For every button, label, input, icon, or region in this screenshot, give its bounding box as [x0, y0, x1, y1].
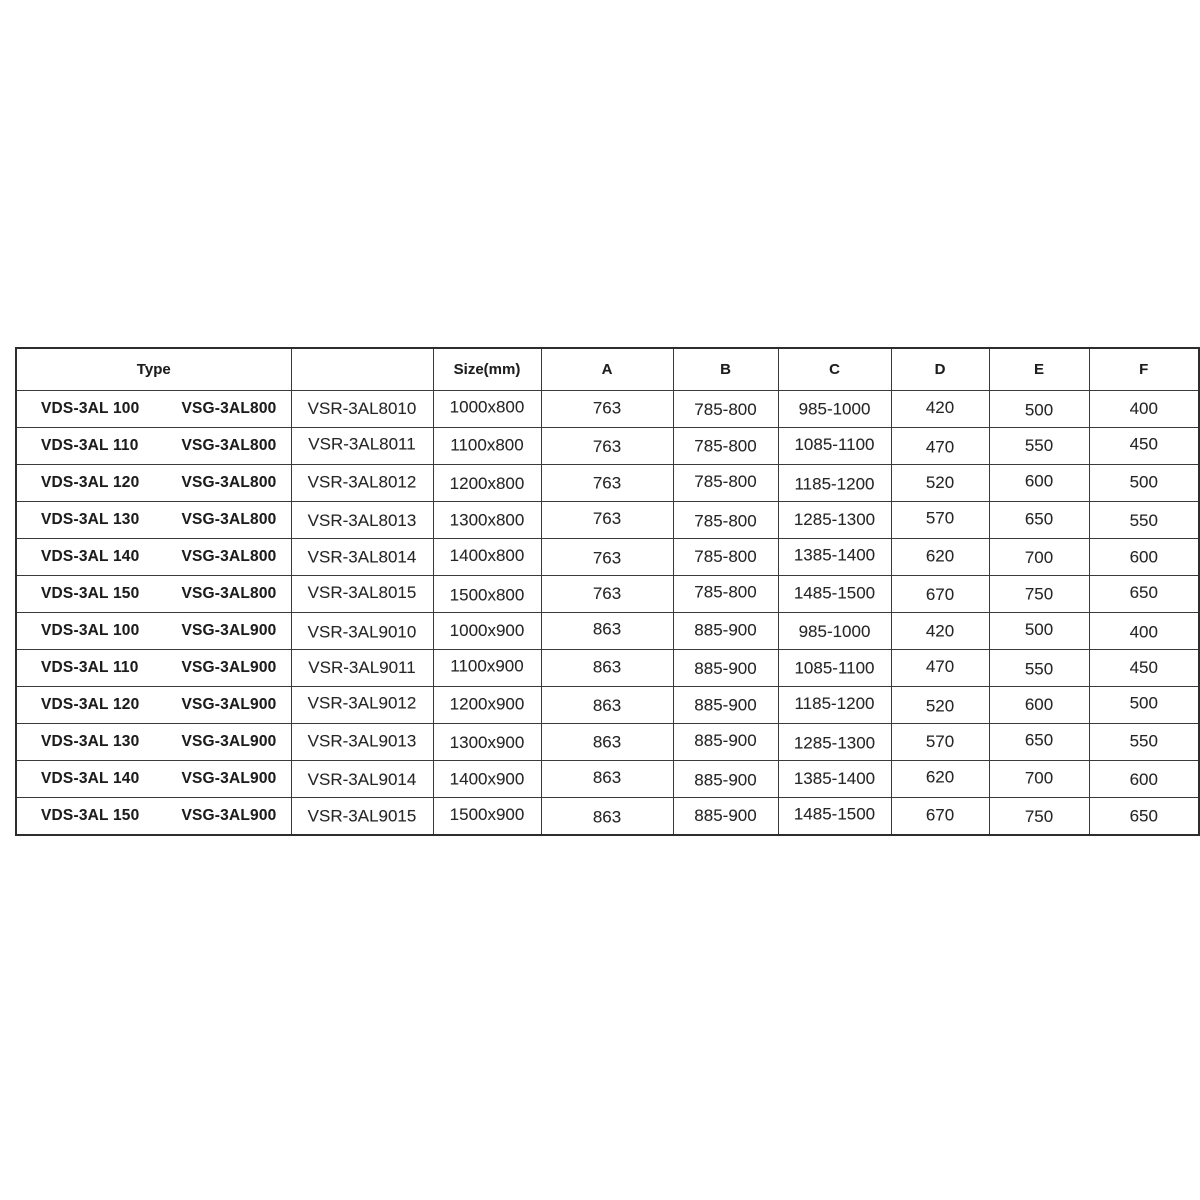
cell-type [16, 724, 291, 761]
cell-f [1089, 761, 1199, 798]
cell-text: VSR-3AL9015 [307, 806, 417, 826]
cell-a [541, 391, 673, 428]
cell-f [1089, 687, 1199, 724]
cell-a [541, 539, 673, 576]
cell-text: 1000x900 [449, 621, 525, 640]
cell-d [891, 613, 989, 650]
cell-d [891, 650, 989, 687]
cell-text: 1385-1400 [793, 769, 876, 788]
type-vsg: VSG-3AL800 [181, 400, 277, 417]
cell-d [891, 798, 989, 836]
cell-f [1089, 576, 1199, 613]
cell-text: 863 [592, 732, 622, 752]
header-c: C [778, 348, 891, 391]
cell-f [1089, 650, 1199, 687]
cell-size [433, 502, 541, 539]
cell-b [673, 724, 778, 761]
cell-b [673, 391, 778, 428]
cell-text: 650 [1129, 806, 1158, 826]
cell-text: 1485-1500 [793, 804, 876, 824]
cell-c [778, 687, 891, 724]
header-a: A [541, 348, 673, 391]
cell-d [891, 502, 989, 539]
cell-text: 985-1000 [798, 399, 871, 419]
cell-a [541, 465, 673, 502]
cell-text: 750 [1024, 807, 1054, 826]
cell-code [291, 613, 433, 650]
cell-b [673, 798, 778, 836]
cell-c [778, 391, 891, 428]
cell-type [16, 613, 291, 650]
table-row [16, 761, 1199, 798]
cell-d [891, 687, 989, 724]
cell-text: 1400x900 [449, 769, 525, 789]
cell-text: 885-900 [694, 659, 757, 678]
cell-text: 500 [1024, 400, 1054, 420]
cell-text: 570 [925, 732, 955, 751]
cell-text: VSR-3AL8015 [307, 583, 417, 602]
cell-d [891, 465, 989, 502]
cell-text: 650 [1129, 583, 1158, 602]
cell-type [16, 576, 291, 613]
type-pair [17, 400, 291, 418]
table-row [16, 502, 1199, 539]
cell-text: 620 [925, 546, 955, 566]
cell-a [541, 502, 673, 539]
cell-b [673, 576, 778, 613]
cell-a [541, 724, 673, 761]
cell-text: 500 [1024, 620, 1054, 639]
cell-code [291, 761, 433, 798]
type-vsg: VSG-3AL800 [181, 474, 277, 491]
cell-text: 1085-1100 [794, 658, 875, 678]
cell-type [16, 465, 291, 502]
cell-a [541, 687, 673, 724]
cell-text: 470 [925, 437, 955, 457]
cell-d [891, 428, 989, 465]
cell-text: VSR-3AL9014 [307, 770, 417, 789]
cell-text: 500 [1129, 472, 1158, 492]
cell-c [778, 724, 891, 761]
cell-text: 1185-1200 [794, 474, 875, 494]
cell-text: 750 [1024, 584, 1054, 604]
cell-text: 863 [592, 619, 622, 639]
cell-text: 470 [925, 657, 955, 676]
cell-text: 400 [1129, 622, 1158, 642]
cell-text: 650 [1024, 730, 1054, 750]
cell-code [291, 391, 433, 428]
cell-text: VSR-3AL9011 [308, 658, 416, 677]
cell-text: 785-800 [694, 472, 757, 491]
type-vds: VDS-3AL 100 [41, 400, 140, 417]
cell-text: 1100x800 [450, 435, 524, 455]
header-type: Type [16, 348, 291, 391]
type-vds: VDS-3AL 130 [41, 733, 140, 750]
cell-c [778, 576, 891, 613]
cell-d [891, 761, 989, 798]
cell-text: 1500x900 [449, 805, 525, 824]
cell-type [16, 391, 291, 428]
type-vsg: VSG-3AL900 [181, 696, 277, 713]
type-pair [17, 770, 291, 788]
cell-d [891, 576, 989, 613]
cell-code [291, 428, 433, 465]
cell-d [891, 724, 989, 761]
cell-text: 650 [1024, 509, 1054, 529]
cell-text: 785-800 [694, 582, 757, 602]
cell-size [433, 576, 541, 613]
cell-f [1089, 502, 1199, 539]
type-pair [17, 511, 291, 529]
cell-b [673, 687, 778, 724]
cell-text: 550 [1024, 659, 1054, 679]
cell-text: 785-800 [694, 400, 757, 419]
cell-text: VSR-3AL8012 [307, 472, 417, 492]
cell-code [291, 502, 433, 539]
type-vsg: VSG-3AL900 [181, 659, 277, 676]
cell-text: VSR-3AL8010 [307, 399, 417, 418]
type-pair [17, 733, 291, 751]
cell-c [778, 539, 891, 576]
type-vsg: VSG-3AL900 [181, 770, 277, 787]
cell-text: 1300x800 [449, 510, 525, 530]
cell-text: 400 [1129, 399, 1158, 418]
type-vsg: VSG-3AL900 [181, 733, 277, 750]
cell-text: 520 [925, 473, 955, 492]
type-vds: VDS-3AL 120 [41, 696, 140, 713]
cell-code [291, 576, 433, 613]
table-row [16, 613, 1199, 650]
cell-text: 763 [592, 398, 622, 418]
type-pair [17, 807, 291, 825]
cell-size [433, 465, 541, 502]
cell-b [673, 465, 778, 502]
cell-e [989, 798, 1089, 836]
cell-size [433, 613, 541, 650]
cell-e [989, 465, 1089, 502]
cell-a [541, 798, 673, 836]
type-vds: VDS-3AL 150 [41, 585, 140, 602]
cell-type [16, 761, 291, 798]
cell-text: 1400x800 [449, 546, 525, 565]
cell-text: 763 [592, 509, 622, 528]
cell-f [1089, 539, 1199, 576]
cell-text: 863 [592, 807, 622, 827]
cell-type [16, 798, 291, 836]
cell-text: 550 [1024, 436, 1054, 455]
cell-text: 600 [1129, 547, 1158, 567]
cell-b [673, 428, 778, 465]
type-vds: VDS-3AL 100 [41, 622, 140, 639]
type-vds: VDS-3AL 140 [41, 548, 140, 565]
table-row [16, 650, 1199, 687]
cell-text: 670 [925, 585, 955, 604]
cell-d [891, 391, 989, 428]
table-row [16, 428, 1199, 465]
table-row [16, 798, 1199, 836]
cell-text: VSR-3AL9010 [307, 622, 417, 642]
cell-text: 600 [1024, 471, 1054, 491]
type-pair [17, 585, 291, 603]
cell-text: 670 [925, 805, 955, 825]
cell-text: 500 [1129, 693, 1158, 713]
cell-text: 1300x900 [449, 733, 525, 752]
cell-text: 863 [592, 657, 622, 677]
cell-text: 420 [925, 621, 955, 641]
cell-text: 1285-1300 [793, 733, 876, 753]
cell-c [778, 650, 891, 687]
type-vsg: VSG-3AL900 [181, 622, 277, 639]
type-vds: VDS-3AL 110 [41, 659, 139, 676]
cell-text: 600 [1024, 695, 1054, 714]
cell-e [989, 687, 1089, 724]
cell-a [541, 761, 673, 798]
cell-type [16, 650, 291, 687]
cell-text: 763 [592, 473, 622, 493]
cell-text: 985-1000 [798, 622, 871, 641]
cell-text: 885-900 [694, 770, 757, 790]
header-code [291, 348, 433, 391]
cell-code [291, 465, 433, 502]
cell-text: VSR-3AL8011 [308, 434, 416, 454]
cell-text: 600 [1129, 770, 1158, 789]
cell-text: 1385-1400 [793, 545, 876, 565]
cell-text: 885-900 [694, 695, 757, 715]
cell-b [673, 761, 778, 798]
cell-type [16, 502, 291, 539]
cell-f [1089, 798, 1199, 836]
cell-a [541, 428, 673, 465]
type-pair [17, 622, 291, 640]
cell-text: 785-800 [694, 547, 757, 566]
cell-f [1089, 391, 1199, 428]
cell-f [1089, 428, 1199, 465]
cell-size [433, 428, 541, 465]
cell-f [1089, 724, 1199, 761]
cell-text: 450 [1129, 658, 1158, 677]
cell-e [989, 761, 1089, 798]
cell-b [673, 650, 778, 687]
cell-text: 700 [1024, 768, 1054, 788]
cell-size [433, 539, 541, 576]
type-vsg: VSG-3AL900 [181, 807, 277, 824]
cell-a [541, 650, 673, 687]
cell-text: 1085-1100 [794, 435, 875, 454]
table-row [16, 391, 1199, 428]
header-f: F [1089, 348, 1199, 391]
type-pair [17, 474, 291, 492]
cell-text: 885-900 [694, 620, 757, 640]
type-vsg: VSG-3AL800 [181, 437, 277, 454]
cell-text: 700 [1024, 548, 1054, 567]
cell-c [778, 465, 891, 502]
type-pair [17, 437, 291, 455]
cell-text: 420 [925, 398, 955, 417]
cell-text: VSR-3AL8013 [307, 511, 417, 530]
table-row [16, 539, 1199, 576]
type-vsg: VSG-3AL800 [181, 511, 277, 528]
cell-text: 863 [592, 696, 622, 715]
table-row [16, 465, 1199, 502]
cell-text: 1100x900 [450, 656, 524, 676]
cell-text: 863 [592, 768, 622, 787]
cell-e [989, 428, 1089, 465]
cell-text: VSR-3AL9012 [307, 693, 417, 713]
cell-e [989, 650, 1089, 687]
cell-text: 620 [925, 767, 955, 787]
cell-c [778, 761, 891, 798]
type-pair [17, 548, 291, 566]
cell-b [673, 613, 778, 650]
cell-text: 520 [925, 696, 955, 716]
cell-text: 763 [592, 437, 622, 456]
type-vds: VDS-3AL 140 [41, 770, 140, 787]
table-row [16, 576, 1199, 613]
cell-text: 1200x800 [449, 474, 525, 493]
cell-text: VSR-3AL9013 [307, 731, 417, 751]
cell-c [778, 798, 891, 836]
header-d: D [891, 348, 989, 391]
cell-size [433, 798, 541, 836]
cell-size [433, 687, 541, 724]
cell-size [433, 761, 541, 798]
cell-size [433, 650, 541, 687]
cell-text: 1185-1200 [794, 694, 875, 713]
cell-text: 450 [1129, 434, 1158, 454]
cell-text: 570 [925, 508, 955, 528]
header-b: B [673, 348, 778, 391]
cell-code [291, 798, 433, 836]
cell-code [291, 539, 433, 576]
type-vds: VDS-3AL 110 [41, 437, 139, 454]
cell-e [989, 576, 1089, 613]
header-e: E [989, 348, 1089, 391]
cell-size [433, 391, 541, 428]
type-vds: VDS-3AL 130 [41, 511, 140, 528]
cell-code [291, 687, 433, 724]
cell-f [1089, 465, 1199, 502]
cell-text: 550 [1129, 511, 1158, 530]
table-row [16, 687, 1199, 724]
cell-c [778, 613, 891, 650]
cell-c [778, 502, 891, 539]
cell-f [1089, 613, 1199, 650]
cell-c [778, 428, 891, 465]
type-vsg: VSG-3AL800 [181, 585, 277, 602]
type-vds: VDS-3AL 150 [41, 807, 140, 824]
cell-e [989, 539, 1089, 576]
cell-type [16, 428, 291, 465]
header-size: Size(mm) [433, 348, 541, 391]
type-pair [17, 696, 291, 714]
cell-b [673, 502, 778, 539]
spec-table [15, 347, 1200, 836]
type-vsg: VSG-3AL800 [181, 548, 277, 565]
cell-e [989, 724, 1089, 761]
cell-b [673, 539, 778, 576]
header-row [16, 348, 1199, 391]
cell-a [541, 576, 673, 613]
cell-e [989, 613, 1089, 650]
cell-text: 550 [1129, 731, 1158, 751]
cell-text: 785-800 [694, 436, 757, 456]
type-pair [17, 659, 291, 677]
cell-text: 1485-1500 [793, 583, 876, 603]
cell-code [291, 650, 433, 687]
cell-text: 1200x900 [449, 694, 525, 714]
cell-text: 1500x800 [449, 585, 525, 605]
cell-text: 1000x800 [449, 397, 525, 417]
table-row [16, 724, 1199, 761]
cell-type [16, 539, 291, 576]
cell-a [541, 613, 673, 650]
cell-e [989, 391, 1089, 428]
cell-text: VSR-3AL8014 [307, 547, 417, 567]
cell-text: 1285-1300 [793, 510, 876, 529]
cell-text: 763 [592, 584, 622, 603]
cell-type [16, 687, 291, 724]
cell-e [989, 502, 1089, 539]
cell-code [291, 724, 433, 761]
cell-size [433, 724, 541, 761]
cell-text: 885-900 [694, 806, 757, 825]
cell-text: 885-900 [694, 731, 757, 750]
type-vds: VDS-3AL 120 [41, 474, 140, 491]
cell-text: 785-800 [694, 511, 757, 531]
cell-text: 763 [592, 548, 622, 568]
cell-d [891, 539, 989, 576]
